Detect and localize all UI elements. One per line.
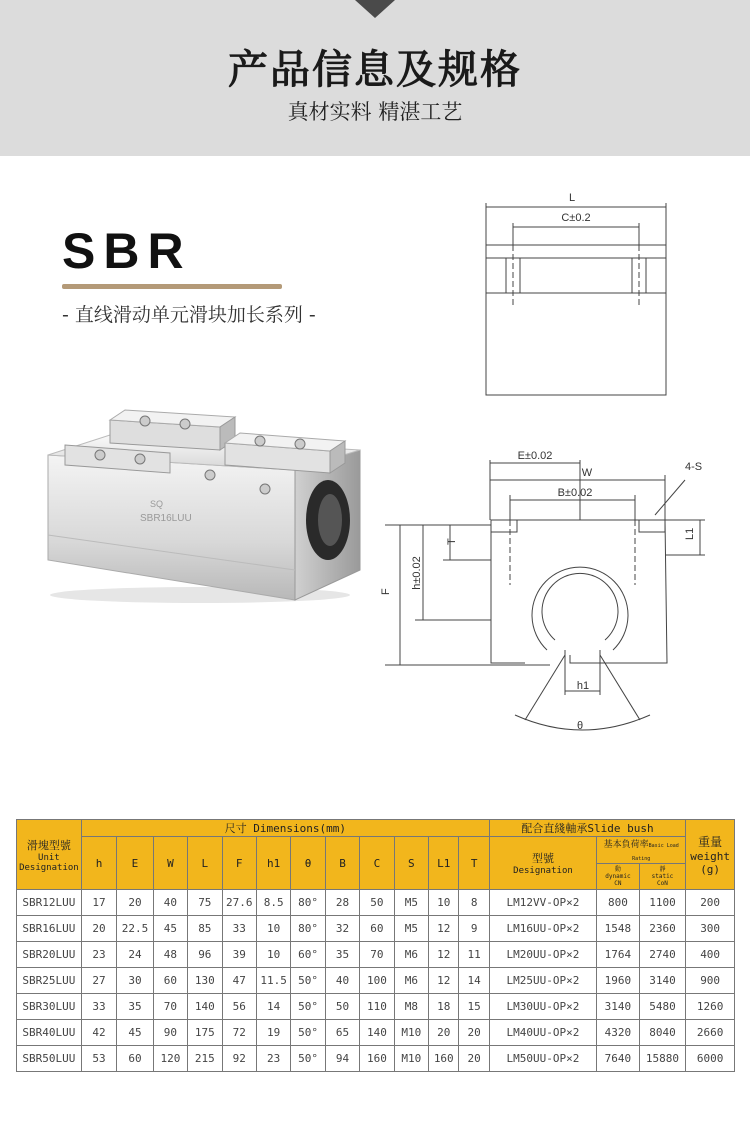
- dim-label-L1: L1: [684, 527, 696, 540]
- table-cell: 120: [153, 1046, 187, 1072]
- table-cell: 11: [459, 942, 489, 968]
- table-cell: 100: [360, 968, 394, 994]
- table-cell-model: SBR12LUU: [17, 890, 82, 916]
- table-cell: 80°: [291, 890, 325, 916]
- table-cell: 75: [188, 890, 222, 916]
- table-cell: LM20UU-OP×2: [489, 942, 596, 968]
- spec-table-body: [17, 890, 735, 1072]
- table-cell: 900: [686, 968, 735, 994]
- weight-header: [686, 820, 735, 890]
- table-cell: 2740: [639, 942, 686, 968]
- table-cell: 11.5: [256, 968, 290, 994]
- table-cell: 175: [188, 1020, 222, 1046]
- table-cell: 35: [325, 942, 359, 968]
- dim-label-W: W: [581, 467, 593, 479]
- unit-header-en: Unit Designation: [19, 852, 79, 873]
- table-cell: M5: [394, 916, 428, 942]
- type-header: [489, 837, 596, 890]
- table-cell: 27: [81, 968, 116, 994]
- dyn-cn: 動: [614, 866, 621, 873]
- table-cell: 60: [153, 968, 187, 994]
- table-cell: 39: [222, 942, 256, 968]
- col-theta: θ: [291, 837, 325, 890]
- table-cell: 1960: [597, 968, 640, 994]
- front-view-drawing: [375, 445, 720, 745]
- table-row: [17, 890, 735, 916]
- body-mark: SBR16LUU: [140, 513, 192, 524]
- dim-label-theta: θ: [577, 720, 584, 732]
- load-header-en: Basic Load Rating: [632, 843, 679, 862]
- table-cell-model: SBR40LUU: [17, 1020, 82, 1046]
- table-cell: M6: [394, 942, 428, 968]
- table-row: [17, 1046, 735, 1072]
- table-cell: 90: [153, 1020, 187, 1046]
- table-cell: 3140: [597, 994, 640, 1020]
- table-cell: 140: [188, 994, 222, 1020]
- sta-en: static: [651, 873, 674, 880]
- table-cell: 23: [81, 942, 116, 968]
- table-cell: 200: [686, 890, 735, 916]
- load-header-cn: 基本負荷率: [603, 840, 649, 850]
- table-cell: 8.5: [256, 890, 290, 916]
- table-cell: 8: [459, 890, 489, 916]
- table-cell: 2660: [686, 1020, 735, 1046]
- table-cell: 70: [153, 994, 187, 1020]
- table-cell: 33: [222, 916, 256, 942]
- table-cell: M10: [394, 1020, 428, 1046]
- table-cell: 3140: [639, 968, 686, 994]
- table-cell: 19: [256, 1020, 290, 1046]
- table-cell: 140: [360, 1020, 394, 1046]
- col-F: F: [222, 837, 256, 890]
- table-cell: 72: [222, 1020, 256, 1046]
- table-cell-model: SBR16LUU: [17, 916, 82, 942]
- dim-label-S: 4-S: [685, 461, 703, 473]
- table-cell: 80°: [291, 916, 325, 942]
- table-cell: M5: [394, 890, 428, 916]
- table-cell: 300: [686, 916, 735, 942]
- table-cell: 33: [81, 994, 116, 1020]
- weight-header-cn: 重量: [698, 835, 723, 849]
- page-subtitle: 真材实料 精湛工艺: [287, 100, 463, 124]
- side-view-drawing: [470, 185, 680, 405]
- table-cell: 110: [360, 994, 394, 1020]
- table-cell: 60: [117, 1046, 153, 1072]
- table-cell: 1548: [597, 916, 640, 942]
- table-cell: M8: [394, 994, 428, 1020]
- table-cell: 9: [459, 916, 489, 942]
- col-W: W: [153, 837, 187, 890]
- table-cell: 6000: [686, 1046, 735, 1072]
- table-cell: LM50UU-OP×2: [489, 1046, 596, 1072]
- table-cell: 4320: [597, 1020, 640, 1046]
- table-cell: 8040: [639, 1020, 686, 1046]
- table-cell: 50: [325, 994, 359, 1020]
- table-cell: 96: [188, 942, 222, 968]
- table-row: [17, 994, 735, 1020]
- table-cell: 2360: [639, 916, 686, 942]
- spec-table: [16, 819, 735, 1072]
- title-underline: [62, 284, 282, 289]
- load-header: [597, 837, 686, 864]
- table-cell: 7640: [597, 1046, 640, 1072]
- dyn-unit: CN: [614, 880, 622, 887]
- dim-label-L: L: [568, 192, 576, 204]
- dyn-header: [597, 864, 640, 890]
- table-cell: 20: [429, 1020, 459, 1046]
- table-cell: 14: [256, 994, 290, 1020]
- table-cell: 24: [117, 942, 153, 968]
- table-cell: 1764: [597, 942, 640, 968]
- sta-cn: 靜: [659, 866, 666, 873]
- table-cell-model: SBR50LUU: [17, 1046, 82, 1072]
- table-cell: 92: [222, 1046, 256, 1072]
- col-B: B: [325, 837, 359, 890]
- table-cell: LM30UU-OP×2: [489, 994, 596, 1020]
- sta-unit: CoN: [657, 880, 668, 887]
- table-cell: 70: [360, 942, 394, 968]
- table-cell: 50°: [291, 1046, 325, 1072]
- dyn-en: dynamic: [605, 873, 631, 880]
- table-cell: 35: [117, 994, 153, 1020]
- table-row: [17, 942, 735, 968]
- sta-header: [639, 864, 686, 890]
- dim-label-E: E±0.02: [517, 450, 553, 462]
- col-S: S: [394, 837, 428, 890]
- table-cell: 50: [360, 890, 394, 916]
- table-cell: 94: [325, 1046, 359, 1072]
- type-header-cn: 型號: [531, 852, 554, 865]
- header-banner: [0, 0, 750, 156]
- dims-header: 尺寸 Dimensions(mm): [81, 820, 489, 837]
- table-row: [17, 968, 735, 994]
- table-cell: 160: [360, 1046, 394, 1072]
- col-L1: L1: [429, 837, 459, 890]
- product-image: [30, 395, 370, 610]
- table-cell: 32: [325, 916, 359, 942]
- table-row: [17, 1020, 735, 1046]
- table-cell: 85: [188, 916, 222, 942]
- table-cell: 53: [81, 1046, 116, 1072]
- col-T: T: [459, 837, 489, 890]
- table-cell: 50°: [291, 968, 325, 994]
- dim-label-C: C±0.2: [561, 212, 591, 224]
- table-cell: 18: [429, 994, 459, 1020]
- table-cell: 42: [81, 1020, 116, 1046]
- dim-label-h1: h1: [576, 680, 590, 692]
- table-cell: LM16UU-OP×2: [489, 916, 596, 942]
- table-cell: 40: [325, 968, 359, 994]
- body-mark-top: SQ: [150, 499, 164, 509]
- table-cell: 20: [81, 916, 116, 942]
- table-cell: LM25UU-OP×2: [489, 968, 596, 994]
- table-cell: 50°: [291, 1020, 325, 1046]
- table-cell: 1100: [639, 890, 686, 916]
- table-cell: 12: [429, 968, 459, 994]
- table-cell: 20: [117, 890, 153, 916]
- table-cell: 10: [256, 942, 290, 968]
- unit-header: [17, 820, 82, 890]
- table-cell: 10: [256, 916, 290, 942]
- table-cell: 800: [597, 890, 640, 916]
- table-cell: 45: [117, 1020, 153, 1046]
- table-cell: 40: [153, 890, 187, 916]
- down-arrow-notch: [355, 0, 395, 18]
- table-cell: M6: [394, 968, 428, 994]
- dim-label-h: h±0.02: [411, 556, 423, 590]
- table-cell: 56: [222, 994, 256, 1020]
- series-label: - 直线滑动单元滑块加长系列 -: [62, 304, 316, 326]
- table-cell: 65: [325, 1020, 359, 1046]
- table-cell: 130: [188, 968, 222, 994]
- table-cell: 215: [188, 1046, 222, 1072]
- table-cell: 10: [429, 890, 459, 916]
- table-cell: 20: [459, 1020, 489, 1046]
- table-cell: 17: [81, 890, 116, 916]
- table-cell: 23: [256, 1046, 290, 1072]
- weight-header-en: weight (g): [690, 850, 730, 876]
- model-title: SBR: [62, 223, 192, 279]
- col-h1: h1: [256, 837, 290, 890]
- table-cell: 5480: [639, 994, 686, 1020]
- dim-label-F: F: [380, 588, 392, 595]
- table-cell: 60°: [291, 942, 325, 968]
- table-cell: 12: [429, 916, 459, 942]
- unit-header-cn: 滑塊型號: [26, 838, 71, 852]
- table-cell: 14: [459, 968, 489, 994]
- table-row: [17, 916, 735, 942]
- table-cell: 400: [686, 942, 735, 968]
- table-cell: 47: [222, 968, 256, 994]
- col-C: C: [360, 837, 394, 890]
- table-cell: 48: [153, 942, 187, 968]
- table-cell: 20: [459, 1046, 489, 1072]
- table-cell: 45: [153, 916, 187, 942]
- table-cell: 60: [360, 916, 394, 942]
- table-cell: 27.6: [222, 890, 256, 916]
- col-E: E: [117, 837, 153, 890]
- dim-label-B: B±0.02: [557, 487, 593, 499]
- table-cell: 50°: [291, 994, 325, 1020]
- table-cell: 30: [117, 968, 153, 994]
- table-cell-model: SBR20LUU: [17, 942, 82, 968]
- table-cell-model: SBR25LUU: [17, 968, 82, 994]
- table-cell: LM40UU-OP×2: [489, 1020, 596, 1046]
- bush-header: 配合直綫軸承Slide bush: [489, 820, 685, 837]
- table-cell: LM12VV-OP×2: [489, 890, 596, 916]
- table-cell: 1260: [686, 994, 735, 1020]
- table-cell: 15880: [639, 1046, 686, 1072]
- table-cell: 15: [459, 994, 489, 1020]
- table-cell: 160: [429, 1046, 459, 1072]
- col-L: L: [188, 837, 222, 890]
- table-cell: 28: [325, 890, 359, 916]
- type-header-en: Designation: [513, 866, 573, 876]
- page-title: 产品信息及规格: [228, 47, 522, 93]
- table-cell: M10: [394, 1046, 428, 1072]
- col-h: h: [81, 837, 116, 890]
- table-cell-model: SBR30LUU: [17, 994, 82, 1020]
- table-cell: 22.5: [117, 916, 153, 942]
- table-cell: 12: [429, 942, 459, 968]
- dim-label-T: T: [446, 538, 458, 545]
